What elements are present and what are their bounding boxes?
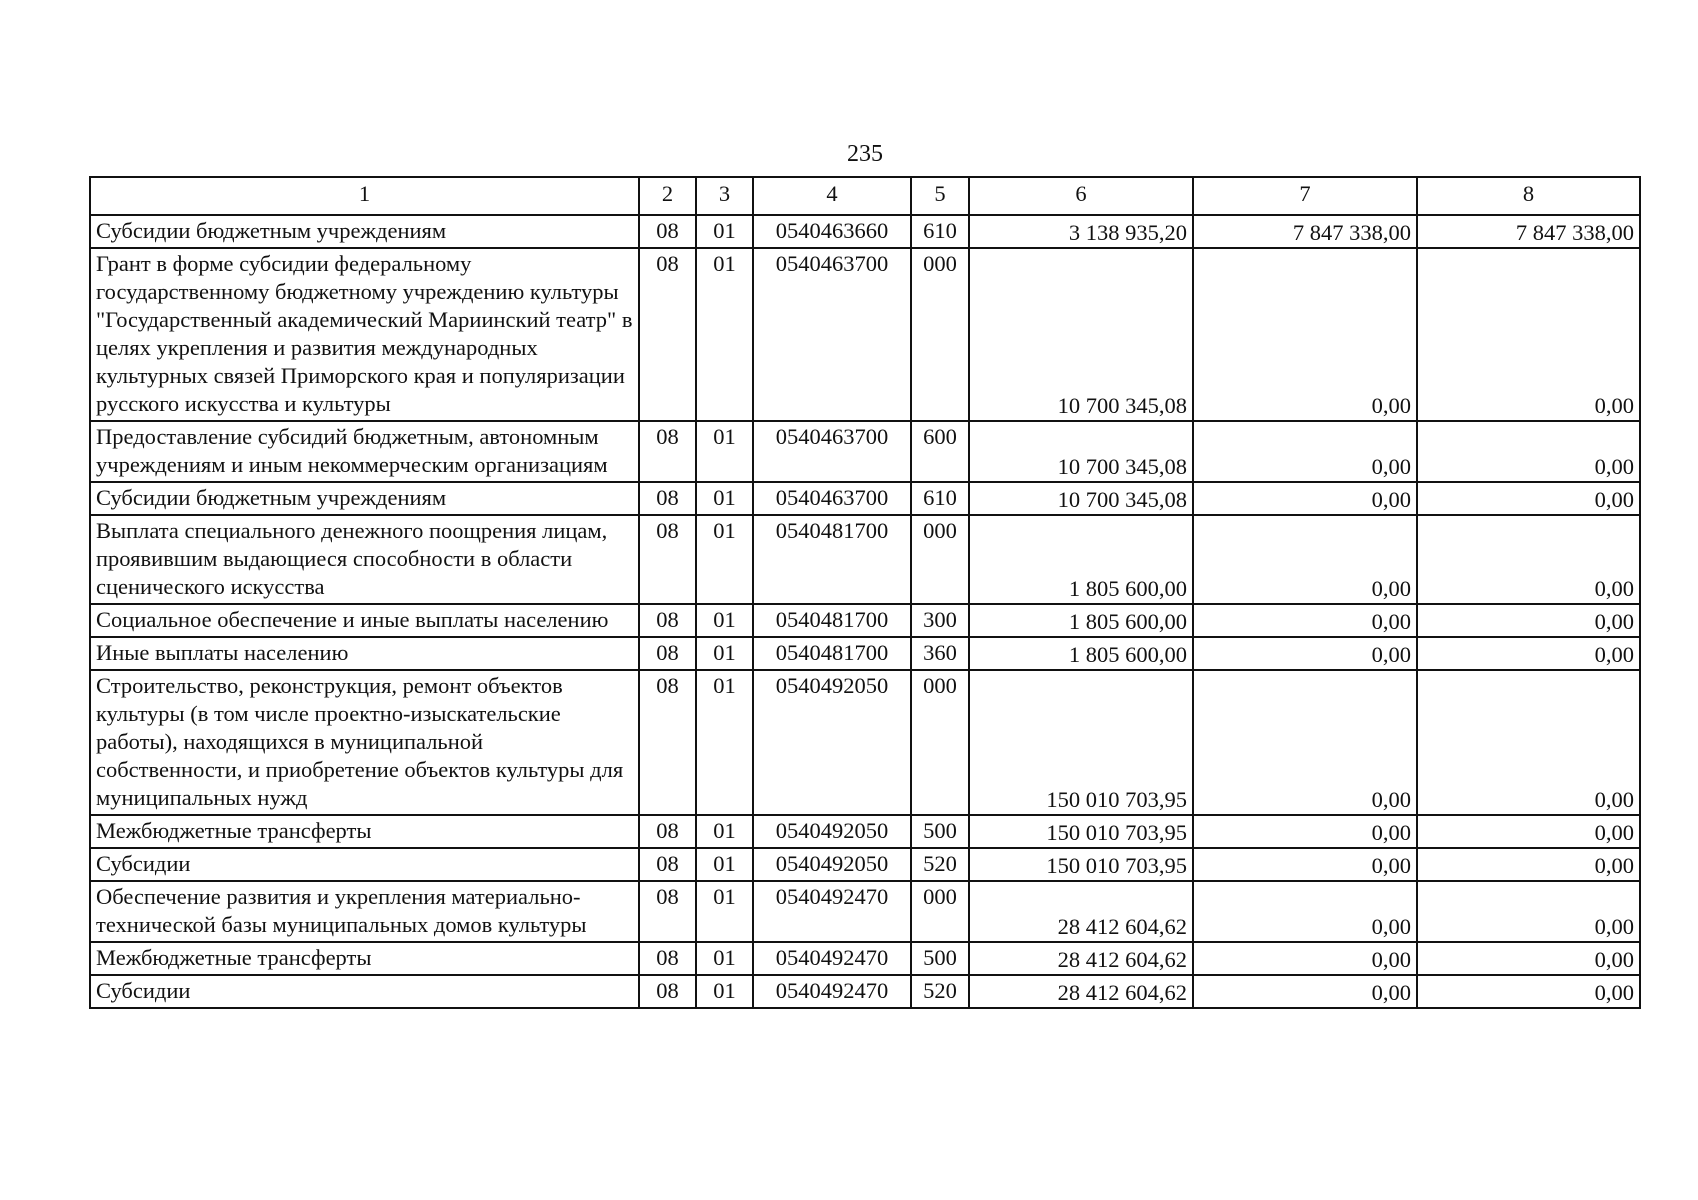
page-number: 235: [847, 141, 883, 167]
row-target-code-cell: 0540492470: [753, 942, 911, 975]
row-amount-col6-cell: 1 805 600,00: [969, 515, 1193, 604]
row-amount-col6-cell: 150 010 703,95: [969, 815, 1193, 848]
row-subsection-cell: 01: [696, 670, 753, 815]
row-name-cell: Обеспечение развития и укрепления материально-технической базы муниципальных домов культуры: [90, 881, 639, 942]
row-amount-col7-cell: 0,00: [1193, 421, 1417, 482]
row-name-cell: Субсидии бюджетным учреждениям: [90, 482, 639, 515]
row-amount-col8-cell: 0,00: [1417, 482, 1640, 515]
row-amount-col7-cell: 7 847 338,00: [1193, 215, 1417, 248]
table-row: [90, 637, 1640, 670]
row-section-cell: 08: [639, 815, 696, 848]
row-amount-col6-cell: 10 700 345,08: [969, 248, 1193, 421]
row-subsection-cell: 01: [696, 421, 753, 482]
table-row: [90, 975, 1640, 1008]
table-row: [90, 848, 1640, 881]
row-amount-col6-cell: 28 412 604,62: [969, 942, 1193, 975]
row-target-code-cell: 0540481700: [753, 637, 911, 670]
row-section-cell: 08: [639, 881, 696, 942]
header-cell: 5: [911, 177, 969, 215]
row-amount-col7-cell: 0,00: [1193, 248, 1417, 421]
row-amount-col6-cell: 1 805 600,00: [969, 604, 1193, 637]
row-expense-type-cell: 500: [911, 942, 969, 975]
row-amount-col7-cell: 0,00: [1193, 515, 1417, 604]
row-amount-col6-cell: 3 138 935,20: [969, 215, 1193, 248]
header-cell: 1: [90, 177, 639, 215]
row-name-cell: Иные выплаты населению: [90, 637, 639, 670]
row-section-cell: 08: [639, 604, 696, 637]
row-amount-col6-cell: 150 010 703,95: [969, 848, 1193, 881]
header-cell: 8: [1417, 177, 1640, 215]
row-name-cell: Субсидии бюджетным учреждениям: [90, 215, 639, 248]
row-amount-col6-cell: 28 412 604,62: [969, 975, 1193, 1008]
row-subsection-cell: 01: [696, 248, 753, 421]
table-row: [90, 604, 1640, 637]
row-expense-type-cell: 610: [911, 482, 969, 515]
row-expense-type-cell: 000: [911, 515, 969, 604]
row-subsection-cell: 01: [696, 975, 753, 1008]
table-row: [90, 248, 1640, 421]
row-expense-type-cell: 520: [911, 848, 969, 881]
row-amount-col7-cell: 0,00: [1193, 942, 1417, 975]
row-section-cell: 08: [639, 215, 696, 248]
table-row: [90, 421, 1640, 482]
row-name-cell: Субсидии: [90, 848, 639, 881]
row-name-cell: Межбюджетные трансферты: [90, 942, 639, 975]
row-subsection-cell: 01: [696, 815, 753, 848]
row-section-cell: 08: [639, 942, 696, 975]
row-amount-col7-cell: 0,00: [1193, 604, 1417, 637]
header-cell: 4: [753, 177, 911, 215]
row-expense-type-cell: 520: [911, 975, 969, 1008]
row-name-cell: Межбюджетные трансферты: [90, 815, 639, 848]
row-amount-col6-cell: 10 700 345,08: [969, 421, 1193, 482]
row-amount-col8-cell: 0,00: [1417, 637, 1640, 670]
header-cell: 2: [639, 177, 696, 215]
row-subsection-cell: 01: [696, 942, 753, 975]
row-amount-col7-cell: 0,00: [1193, 637, 1417, 670]
row-amount-col7-cell: 0,00: [1193, 848, 1417, 881]
row-target-code-cell: 0540463700: [753, 248, 911, 421]
table-row: [90, 515, 1640, 604]
row-target-code-cell: 0540463660: [753, 215, 911, 248]
header-cell: 3: [696, 177, 753, 215]
row-subsection-cell: 01: [696, 848, 753, 881]
row-amount-col8-cell: 0,00: [1417, 604, 1640, 637]
row-amount-col8-cell: 0,00: [1417, 975, 1640, 1008]
row-amount-col8-cell: 0,00: [1417, 942, 1640, 975]
table-row: [90, 215, 1640, 248]
table-row: [90, 670, 1640, 815]
row-subsection-cell: 01: [696, 881, 753, 942]
row-target-code-cell: 0540463700: [753, 421, 911, 482]
budget-table: [89, 176, 1641, 1009]
row-section-cell: 08: [639, 515, 696, 604]
row-target-code-cell: 0540492050: [753, 815, 911, 848]
row-name-cell: Предоставление субсидий бюджетным, автономным учреждениям и иным некоммерческим организациям: [90, 421, 639, 482]
row-amount-col7-cell: 0,00: [1193, 815, 1417, 848]
row-amount-col6-cell: 150 010 703,95: [969, 670, 1193, 815]
row-target-code-cell: 0540492470: [753, 975, 911, 1008]
row-expense-type-cell: 300: [911, 604, 969, 637]
row-subsection-cell: 01: [696, 637, 753, 670]
row-amount-col8-cell: 0,00: [1417, 248, 1640, 421]
row-section-cell: 08: [639, 848, 696, 881]
row-amount-col6-cell: 10 700 345,08: [969, 482, 1193, 515]
row-subsection-cell: 01: [696, 482, 753, 515]
header-cell: 6: [969, 177, 1193, 215]
row-name-cell: Социальное обеспечение и иные выплаты населению: [90, 604, 639, 637]
row-amount-col8-cell: 0,00: [1417, 881, 1640, 942]
row-amount-col8-cell: 0,00: [1417, 815, 1640, 848]
row-target-code-cell: 0540492050: [753, 848, 911, 881]
row-target-code-cell: 0540492470: [753, 881, 911, 942]
row-amount-col8-cell: 0,00: [1417, 515, 1640, 604]
row-expense-type-cell: 000: [911, 881, 969, 942]
row-section-cell: 08: [639, 248, 696, 421]
row-section-cell: 08: [639, 670, 696, 815]
row-target-code-cell: 0540481700: [753, 604, 911, 637]
row-section-cell: 08: [639, 421, 696, 482]
table-row: [90, 815, 1640, 848]
row-subsection-cell: 01: [696, 515, 753, 604]
row-section-cell: 08: [639, 482, 696, 515]
row-amount-col6-cell: 1 805 600,00: [969, 637, 1193, 670]
row-expense-type-cell: 360: [911, 637, 969, 670]
row-amount-col7-cell: 0,00: [1193, 881, 1417, 942]
row-target-code-cell: 0540463700: [753, 482, 911, 515]
row-subsection-cell: 01: [696, 215, 753, 248]
row-amount-col8-cell: 7 847 338,00: [1417, 215, 1640, 248]
row-name-cell: Выплата специального денежного поощрения лицам, проявившим выдающиеся способности в области сценического искусства: [90, 515, 639, 604]
row-section-cell: 08: [639, 975, 696, 1008]
row-name-cell: Строительство, реконструкция, ремонт объектов культуры (в том числе проектно-изыскательские работы), находящихся в муниципальной собственности, и приобретение объектов культуры для муниципальных нужд: [90, 670, 639, 815]
row-expense-type-cell: 600: [911, 421, 969, 482]
header-cell: 7: [1193, 177, 1417, 215]
row-expense-type-cell: 000: [911, 248, 969, 421]
row-name-cell: Грант в форме субсидии федеральному государственному бюджетному учреждению культуры "Государственный академический Мариинский театр" в целях укрепления и развития международных культурных связей Приморского края и популяризации русского искусства и культуры: [90, 248, 639, 421]
row-expense-type-cell: 000: [911, 670, 969, 815]
row-target-code-cell: 0540481700: [753, 515, 911, 604]
row-expense-type-cell: 610: [911, 215, 969, 248]
row-amount-col7-cell: 0,00: [1193, 482, 1417, 515]
row-target-code-cell: 0540492050: [753, 670, 911, 815]
row-section-cell: 08: [639, 637, 696, 670]
row-expense-type-cell: 500: [911, 815, 969, 848]
row-name-cell: Субсидии: [90, 975, 639, 1008]
row-amount-col7-cell: 0,00: [1193, 975, 1417, 1008]
row-amount-col8-cell: 0,00: [1417, 421, 1640, 482]
row-amount-col8-cell: 0,00: [1417, 670, 1640, 815]
row-subsection-cell: 01: [696, 604, 753, 637]
row-amount-col8-cell: 0,00: [1417, 848, 1640, 881]
row-amount-col6-cell: 28 412 604,62: [969, 881, 1193, 942]
table-row: [90, 942, 1640, 975]
table-row: [90, 881, 1640, 942]
row-amount-col7-cell: 0,00: [1193, 670, 1417, 815]
table-row: [90, 482, 1640, 515]
header-row: [90, 177, 1640, 215]
